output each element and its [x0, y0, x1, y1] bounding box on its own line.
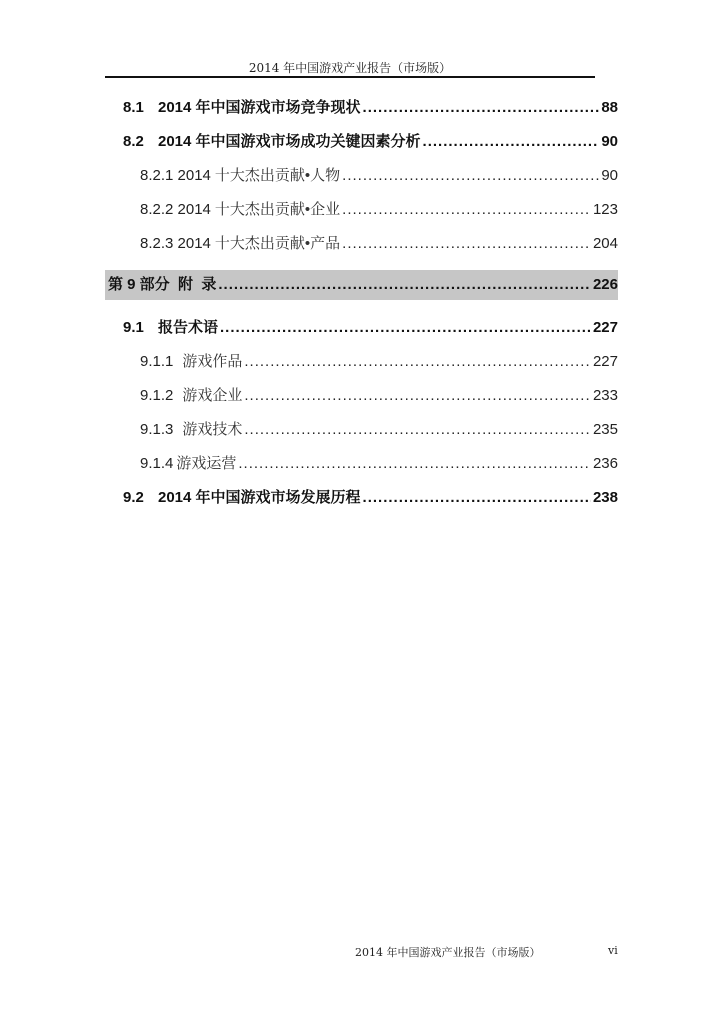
toc-page: 90 — [601, 133, 618, 150]
page-number: vi — [608, 944, 618, 957]
toc-leader — [342, 233, 591, 255]
toc-title: 游戏作品 — [182, 353, 243, 370]
toc-entry-9-1-2[interactable] — [140, 385, 618, 407]
toc-leader — [244, 419, 591, 441]
toc-part-row — [108, 274, 618, 296]
toc-leader — [423, 131, 600, 153]
toc-title: 十大杰出贡献•人物 — [214, 167, 341, 184]
toc-entry-9-1-4[interactable] — [140, 453, 618, 475]
toc-title: 2014 年中国游戏市场竞争现状 — [158, 99, 361, 116]
toc-number: 9.1.1 — [140, 353, 174, 370]
toc-page: 226 — [592, 276, 618, 293]
toc-leader — [244, 385, 591, 407]
toc-number: 9.2 — [123, 489, 144, 506]
toc-number: 9.1.4 — [140, 455, 174, 472]
toc-entry-9-2[interactable] — [123, 487, 618, 509]
toc-number: 9.1.3 — [140, 421, 174, 438]
toc-entry-9-1-3[interactable] — [140, 419, 618, 441]
toc-leader — [238, 453, 591, 475]
toc-part-9[interactable] — [105, 270, 618, 300]
toc-number: 8.1 — [123, 99, 144, 116]
toc-title: 游戏企业 — [182, 387, 243, 404]
toc-title: 2014 年中国游戏市场发展历程 — [158, 489, 361, 506]
toc-entry-9-1-1[interactable] — [140, 351, 618, 373]
toc-title: 2014 年中国游戏市场成功关键因素分析 — [158, 133, 421, 150]
toc-entry-8-2-3[interactable] — [140, 233, 618, 255]
toc-page: 236 — [592, 455, 618, 472]
toc-entry-9-1[interactable] — [123, 317, 618, 339]
toc-number: 8.2.1 2014 — [140, 167, 211, 184]
running-footer: 2014 年中国游戏产业报告（市场版） — [355, 946, 541, 959]
toc-entry-8-2[interactable] — [123, 131, 618, 153]
toc-title: 报告术语 — [158, 319, 219, 336]
toc-leader — [363, 487, 591, 509]
toc-number: 8.2 — [123, 133, 144, 150]
toc-leader — [244, 351, 591, 373]
toc-number: 8.2.3 2014 — [140, 235, 211, 252]
toc-entry-8-1[interactable] — [123, 97, 618, 119]
toc-title: 十大杰出贡献•产品 — [214, 235, 341, 252]
toc-number: 8.2.2 2014 — [140, 201, 211, 218]
toc-leader — [342, 165, 599, 187]
toc-page: 123 — [592, 201, 618, 218]
toc-page: 235 — [592, 421, 618, 438]
toc-page: 90 — [601, 167, 618, 184]
toc-page: 238 — [592, 489, 618, 506]
toc-leader — [218, 274, 591, 296]
toc-entry-8-2-2[interactable] — [140, 199, 618, 221]
toc-page: 88 — [601, 99, 618, 116]
toc-number: 9.1.2 — [140, 387, 174, 404]
toc-page: 233 — [592, 387, 618, 404]
toc-number: 9.1 — [123, 319, 144, 336]
toc-leader — [342, 199, 591, 221]
toc-leader — [220, 317, 591, 339]
toc-entry-8-2-1[interactable] — [140, 165, 618, 187]
toc-page: 227 — [592, 353, 618, 370]
toc-page: 204 — [592, 235, 618, 252]
header-rule — [105, 76, 595, 78]
toc-page: 227 — [592, 319, 618, 336]
toc-title: 游戏运营 — [176, 455, 237, 472]
toc-title: 第 9 部分 附 录 — [108, 276, 217, 293]
toc-leader — [363, 97, 600, 119]
toc-title: 十大杰出贡献•企业 — [214, 201, 341, 218]
running-header: 2014 年中国游戏产业报告（市场版） — [248, 61, 452, 75]
toc-title: 游戏技术 — [182, 421, 243, 438]
